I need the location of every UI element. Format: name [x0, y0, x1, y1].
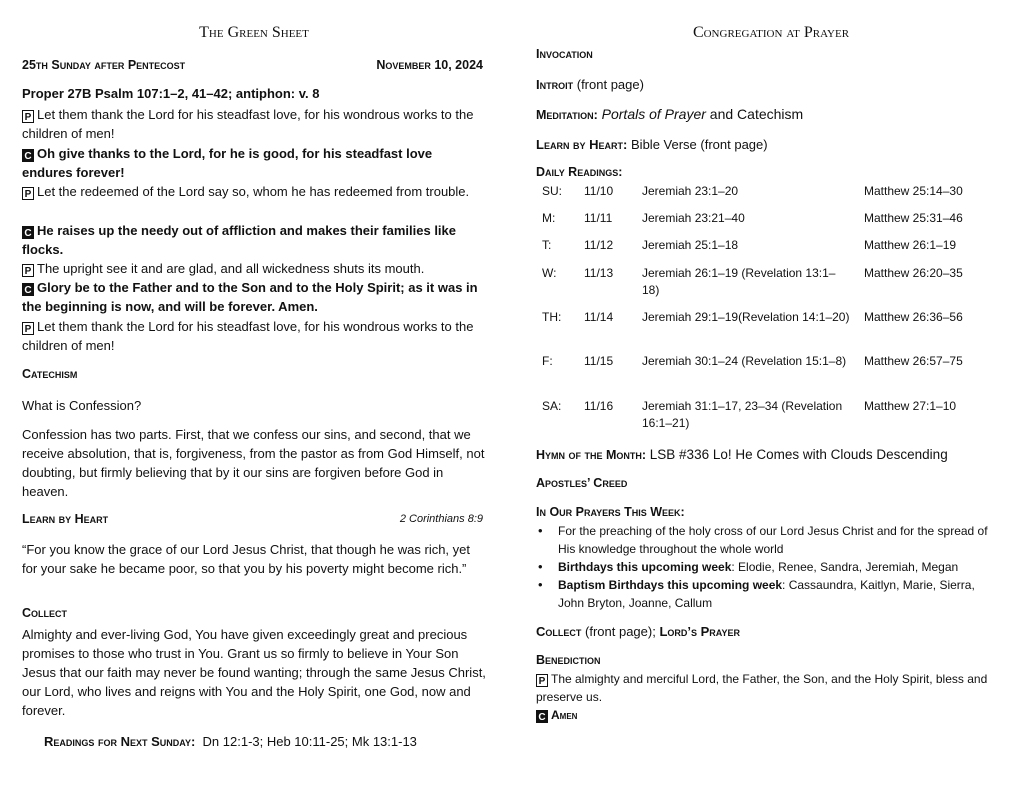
learn-by-heart-reference: 2 Corinthians 8:9 — [399, 513, 483, 525]
reading-day: TH: — [542, 310, 562, 324]
reading-day: SA: — [542, 399, 562, 413]
learn-label: Learn by Heart: — [536, 137, 628, 152]
reading-ot: Jeremiah 25:1–18 — [642, 238, 739, 252]
collect-label: Collect — [536, 624, 582, 639]
reading-day: M: — [542, 211, 556, 225]
table-row — [542, 309, 963, 353]
prayer-text: : Cassaundra, Kaitlyn, Marie, Sierra, John Bryton, Joanne, Callum — [558, 578, 975, 610]
responsive-text: Let them thank the Lord for his steadfast love, for his wondrous works to the children of men! — [22, 107, 474, 141]
responsive-line — [22, 105, 486, 143]
invocation-heading: Invocation — [536, 47, 593, 61]
green-sheet-title: The Green Sheet — [199, 24, 309, 41]
introit-note: (front page) — [576, 77, 644, 92]
daily-readings-heading: Daily Readings: — [536, 165, 623, 179]
prayers-heading: In Our Prayers This Week: — [536, 505, 685, 519]
responsive-text: Glory be to the Father and to the Son and to the Holy Spirit; as it was in the beginning is now, and will be forever. Amen. — [22, 280, 478, 314]
prayer-text: For the preaching of the holy cross of our Lord Jesus Christ and for the spread of His knowledge throughout the whole world — [558, 524, 988, 556]
reading-date: 11/15 — [584, 354, 614, 368]
benediction-heading: Benediction — [536, 653, 601, 667]
responsive-line — [22, 278, 486, 316]
pastor-symbol-icon: P — [22, 110, 34, 123]
meditation-title: Portals of Prayer — [601, 106, 706, 122]
amen-label: Amen — [551, 708, 578, 722]
reading-nt: Matthew 25:31–46 — [864, 211, 963, 225]
learn-note: Bible Verse (front page) — [631, 137, 768, 152]
congregation-symbol-icon: C — [22, 226, 34, 239]
reading-date: 11/16 — [584, 399, 614, 413]
responsive-line — [22, 144, 486, 182]
reading-day: SU: — [542, 184, 563, 198]
table-row — [542, 237, 963, 265]
reading-ot: Jeremiah 23:21–40 — [642, 211, 745, 225]
sunday-label: 25th Sunday after Pentecost — [22, 58, 186, 72]
table-row — [542, 210, 963, 237]
congregation-symbol-icon: C — [22, 283, 34, 296]
reading-ot: Jeremiah 30:1–24 (Revelation 15:1–8) — [642, 354, 847, 368]
service-date: November 10, 2024 — [376, 58, 483, 72]
responsive-text: Let the redeemed of the Lord say so, whom he has redeemed from trouble. — [37, 184, 470, 199]
reading-date: 11/12 — [584, 238, 614, 252]
introit-label: Introit — [536, 77, 574, 92]
pastor-symbol-icon: P — [22, 264, 34, 277]
reading-day: F: — [542, 354, 553, 368]
psalm-heading: Proper 27B Psalm 107:1–2, 41–42; antiphon: v. 8 — [22, 86, 320, 101]
meditation-line — [536, 106, 803, 122]
reading-day: T: — [542, 238, 552, 252]
prayer-label: Baptism Birthdays this upcoming week — [558, 578, 783, 592]
next-sunday-text: Dn 12:1-3; Heb 10:11-25; Mk 13:1-13 — [202, 734, 417, 749]
list-item — [536, 576, 1004, 612]
apostles-creed-heading: Apostles’ Creed — [536, 476, 628, 490]
prayer-list — [536, 522, 1004, 612]
reading-date: 11/11 — [584, 211, 613, 225]
table-row — [542, 398, 963, 438]
reading-ot: Jeremiah 29:1–19(Revelation 14:1–20) — [642, 310, 850, 324]
reading-nt: Matthew 25:14–30 — [864, 184, 963, 198]
collect-prayer: Almighty and ever-living God, You have given exceedingly great and precious promises to those who trust in You. Grant us so firmly to believe in Your Son Jesus that our faith may never be found wanting; through the same Jesus Christ, our Lord, who lives and reigns with You and the Holy Spirit, one God, now and forever. — [22, 627, 486, 718]
catechism-question: What is Confession? — [22, 398, 142, 413]
pastor-symbol-icon: P — [536, 674, 548, 687]
reading-nt: Matthew 26:20–35 — [864, 266, 963, 280]
lords-prayer-label: Lord’s Prayer — [659, 624, 740, 639]
congregation-symbol-icon: C — [536, 710, 548, 723]
responsive-text: Let them thank the Lord for his steadfast love, for his wondrous works to the children of men! — [22, 319, 474, 353]
responsive-line — [22, 259, 486, 278]
learn-by-heart-heading: Learn by Heart — [22, 512, 109, 526]
daily-readings-table — [542, 183, 963, 438]
responsive-text: Oh give thanks to the Lord, for he is good, for his steadfast love endures forever! — [22, 146, 433, 180]
reading-ot: Jeremiah 31:1–17, 23–34 (Revelation 16:1–21) — [642, 399, 843, 430]
reading-ot: Jeremiah 26:1–19 (Revelation 13:1–18) — [642, 266, 836, 297]
collect-heading: Collect — [22, 606, 68, 620]
reading-date: 11/10 — [584, 184, 614, 198]
learn-by-heart-verse: “For you know the grace of our Lord Jesus Christ, that though he was rich, yet for your sake he became poor, so that you by his poverty might become rich.” — [22, 542, 470, 576]
list-item — [536, 522, 1004, 558]
hymn-text: LSB #336 Lo! He Comes with Clouds Descending — [649, 447, 948, 462]
responsive-line — [22, 182, 486, 201]
learn-line — [536, 136, 768, 154]
collect-note: (front page); — [585, 624, 656, 639]
prayer-label: Birthdays this upcoming week — [558, 560, 732, 574]
next-sunday-readings — [44, 734, 417, 749]
meditation-label: Meditation: — [536, 108, 598, 122]
amen-line — [536, 706, 577, 724]
reading-date: 11/14 — [584, 310, 614, 324]
benediction-text: The almighty and merciful Lord, the Father, the Son, and the Holy Spirit, bless and preserve us. — [536, 672, 988, 704]
meditation-rest: and Catechism — [709, 106, 804, 122]
reading-nt: Matthew 27:1–10 — [864, 399, 957, 413]
catechism-answer: Confession has two parts. First, that we confess our sins, and second, that we receive absolution, that is, forgiveness, from the pastor as from God Himself, not doubting, but firmly believing that by it our sins are forgiven before God in heaven. — [22, 427, 485, 499]
collect-line — [536, 623, 740, 641]
congregation-prayer-title: Congregation at Prayer — [692, 24, 850, 41]
reading-date: 11/13 — [584, 266, 614, 280]
benediction-line — [536, 670, 1006, 706]
introit-line — [536, 76, 644, 94]
reading-nt: Matthew 26:57–75 — [864, 354, 963, 368]
table-row — [542, 265, 963, 309]
hymn-line — [536, 446, 948, 464]
reading-day: W: — [542, 266, 557, 280]
next-sunday-label: Readings for Next Sunday: — [44, 734, 196, 749]
reading-nt: Matthew 26:1–19 — [864, 238, 957, 252]
responsive-text: He raises up the needy out of affliction and makes their families like flocks. — [22, 223, 457, 257]
table-row — [542, 183, 963, 210]
catechism-heading: Catechism — [22, 367, 78, 381]
list-item — [536, 558, 1004, 576]
responsive-line — [22, 317, 486, 355]
reading-ot: Jeremiah 23:1–20 — [642, 184, 739, 198]
prayer-text: : Elodie, Renee, Sandra, Jeremiah, Megan — [731, 560, 959, 574]
pastor-symbol-icon: P — [22, 322, 34, 335]
reading-nt: Matthew 26:36–56 — [864, 310, 963, 324]
pastor-symbol-icon: P — [22, 187, 34, 200]
responsive-text: The upright see it and are glad, and all wickedness shuts its mouth. — [37, 261, 425, 276]
congregation-symbol-icon: C — [22, 149, 34, 162]
hymn-label: Hymn of the Month: — [536, 448, 647, 462]
table-row — [542, 353, 963, 398]
responsive-line — [22, 221, 486, 259]
